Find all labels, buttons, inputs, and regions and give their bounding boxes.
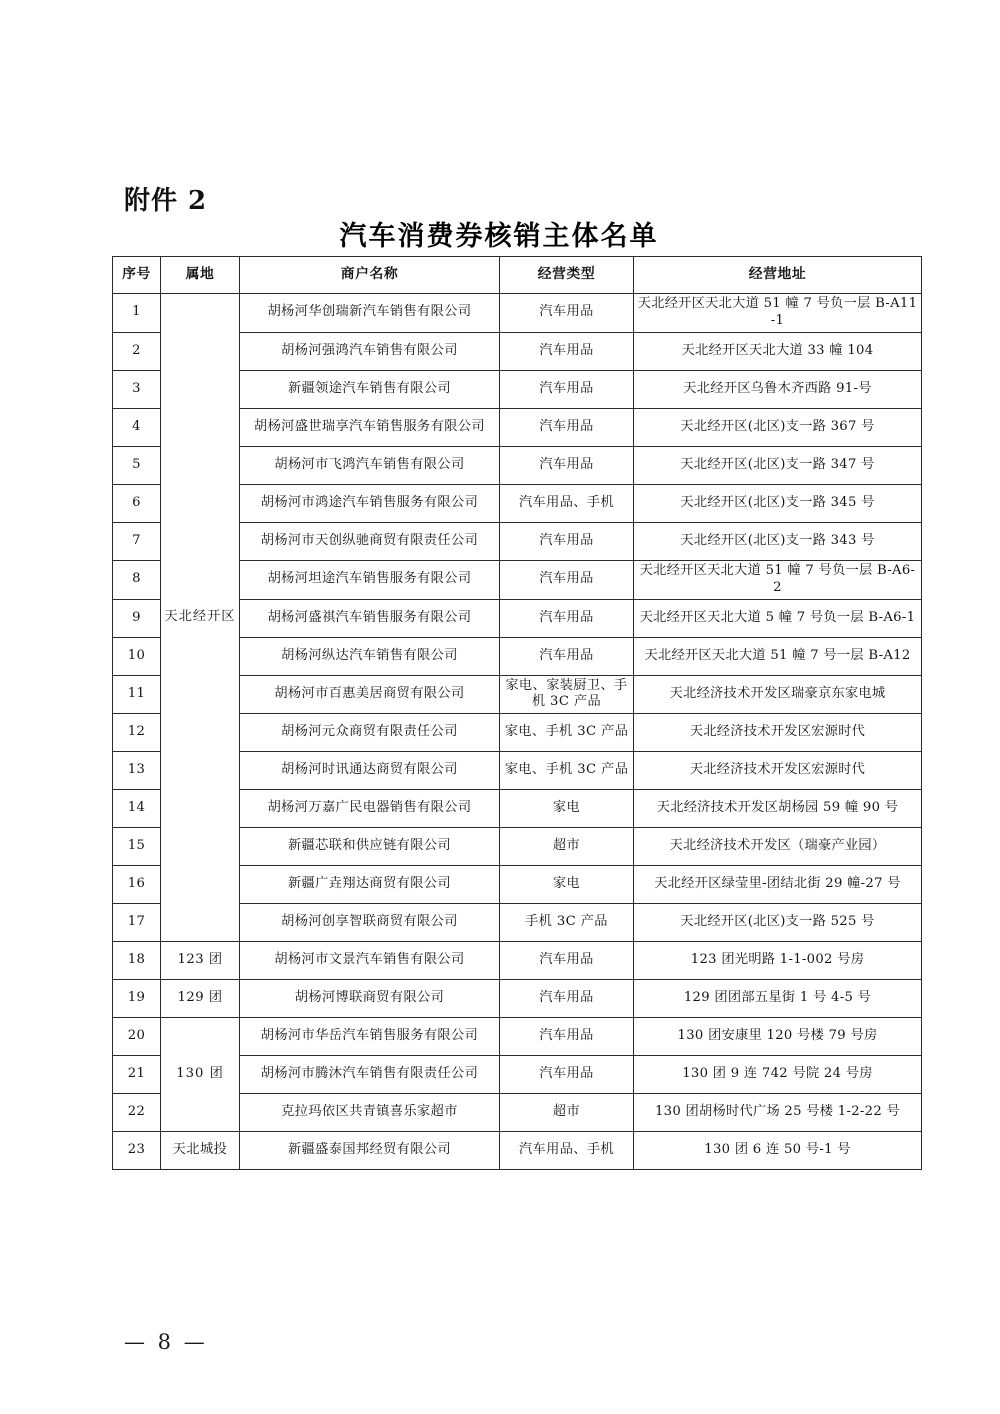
table-body [113, 294, 922, 1170]
cell-business-type: 汽车用品 [500, 446, 634, 484]
cell-index: 19 [113, 980, 161, 1018]
cell-index: 22 [113, 1094, 161, 1132]
cell-merchant-name: 胡杨河市文景汽车销售有限公司 [240, 942, 500, 980]
cell-index: 14 [113, 790, 161, 828]
cell-index: 9 [113, 599, 161, 637]
cell-zone: 130 团 [161, 1018, 240, 1132]
table-row [113, 942, 922, 980]
cell-business-type: 汽车用品 [500, 599, 634, 637]
cell-index: 20 [113, 1018, 161, 1056]
cell-business-type: 汽车用品 [500, 332, 634, 370]
column-header-type: 经营类型 [500, 257, 634, 294]
cell-merchant-name: 胡杨河市飞鸿汽车销售有限公司 [240, 446, 500, 484]
cell-business-type: 汽车用品 [500, 637, 634, 675]
cell-business-address: 天北经济技术开发区宏源时代 [634, 752, 922, 790]
cell-merchant-name: 胡杨河市华岳汽车销售服务有限公司 [240, 1018, 500, 1056]
cell-business-address: 天北经开区乌鲁木齐西路 91-号 [634, 370, 922, 408]
cell-business-type: 汽车用品 [500, 522, 634, 560]
cell-index: 12 [113, 714, 161, 752]
cell-index: 4 [113, 408, 161, 446]
cell-merchant-name: 胡杨河盛祺汽车销售服务有限公司 [240, 599, 500, 637]
cell-merchant-name: 胡杨河元众商贸有限责任公司 [240, 714, 500, 752]
cell-business-type: 家电 [500, 866, 634, 904]
cell-business-type: 汽车用品 [500, 942, 634, 980]
cell-merchant-name: 胡杨河强鸿汽车销售有限公司 [240, 332, 500, 370]
cell-business-type: 汽车用品 [500, 1056, 634, 1094]
cell-business-type: 超市 [500, 828, 634, 866]
cell-business-type: 汽车用品 [500, 560, 634, 599]
cell-business-type: 汽车用品 [500, 294, 634, 333]
column-header-index: 序号 [113, 257, 161, 294]
cell-business-address: 130 团胡杨时代广场 25 号楼 1-2-22 号 [634, 1094, 922, 1132]
cell-index: 13 [113, 752, 161, 790]
cell-business-type: 手机 3C 产品 [500, 904, 634, 942]
cell-index: 8 [113, 560, 161, 599]
cell-business-address: 天北经济技术开发区瑞豪京东家电城 [634, 675, 922, 714]
cell-index: 1 [113, 294, 161, 333]
cell-business-address: 天北经开区天北大道 5 幢 7 号负一层 B-A6-1 [634, 599, 922, 637]
cell-business-address: 130 团安康里 120 号楼 79 号房 [634, 1018, 922, 1056]
cell-business-address: 天北经开区(北区)支一路 345 号 [634, 484, 922, 522]
page-title: 汽车消费券核销主体名单 [339, 221, 659, 252]
cell-business-type: 家电、家装厨卫、手机 3C 产品 [500, 675, 634, 714]
cell-index: 10 [113, 637, 161, 675]
cell-merchant-name: 胡杨河纵达汽车销售有限公司 [240, 637, 500, 675]
cell-index: 6 [113, 484, 161, 522]
cell-merchant-name: 新疆芯联和供应链有限公司 [240, 828, 500, 866]
cell-merchant-name: 胡杨河创享智联商贸有限公司 [240, 904, 500, 942]
cell-business-address: 129 团团部五星街 1 号 4-5 号 [634, 980, 922, 1018]
cell-business-address: 天北经济技术开发区胡杨园 59 幢 90 号 [634, 790, 922, 828]
cell-business-address: 天北经开区(北区)支一路 343 号 [634, 522, 922, 560]
cell-business-address: 天北经开区天北大道 51 幢 7 号负一层 B-A6-2 [634, 560, 922, 599]
cell-merchant-name: 胡杨河市百惠美居商贸有限公司 [240, 675, 500, 714]
cell-index: 7 [113, 522, 161, 560]
table-row [113, 1018, 922, 1056]
cell-business-type: 汽车用品 [500, 370, 634, 408]
cell-business-type: 超市 [500, 1094, 634, 1132]
cell-index: 2 [113, 332, 161, 370]
cell-merchant-name: 胡杨河博联商贸有限公司 [240, 980, 500, 1018]
table-row [113, 1132, 922, 1170]
cell-merchant-name: 克拉玛依区共青镇喜乐家超市 [240, 1094, 500, 1132]
cell-business-type: 汽车用品、手机 [500, 484, 634, 522]
cell-business-type: 家电 [500, 790, 634, 828]
cell-index: 11 [113, 675, 161, 714]
cell-merchant-name: 新疆领途汽车销售有限公司 [240, 370, 500, 408]
column-header-address: 经营地址 [634, 257, 922, 294]
cell-merchant-name: 胡杨河盛世瑞享汽车销售服务有限公司 [240, 408, 500, 446]
cell-index: 5 [113, 446, 161, 484]
cell-merchant-name: 胡杨河万嘉广民电器销售有限公司 [240, 790, 500, 828]
cell-business-address: 天北经开区绿莹里-团结北街 29 幢-27 号 [634, 866, 922, 904]
merchant-listing-table [112, 256, 922, 1170]
cell-business-type: 汽车用品、手机 [500, 1132, 634, 1170]
table-row [113, 294, 922, 333]
cell-business-address: 130 团 9 连 742 号院 24 号房 [634, 1056, 922, 1094]
cell-merchant-name: 胡杨河华创瑞新汽车销售有限公司 [240, 294, 500, 333]
cell-business-type: 汽车用品 [500, 408, 634, 446]
table-header [113, 257, 922, 294]
cell-index: 15 [113, 828, 161, 866]
table-header-row [113, 257, 922, 294]
cell-merchant-name: 新疆盛泰国邦经贸有限公司 [240, 1132, 500, 1170]
cell-zone: 123 团 [161, 942, 240, 980]
cell-business-address: 123 团光明路 1-1-002 号房 [634, 942, 922, 980]
cell-merchant-name: 胡杨河市鸿途汽车销售服务有限公司 [240, 484, 500, 522]
cell-merchant-name: 胡杨河时讯通达商贸有限公司 [240, 752, 500, 790]
cell-business-type: 家电、手机 3C 产品 [500, 752, 634, 790]
cell-business-address: 天北经开区天北大道 51 幢 7 号一层 B-A12 [634, 637, 922, 675]
cell-index: 16 [113, 866, 161, 904]
column-header-name: 商户名称 [240, 257, 500, 294]
cell-index: 23 [113, 1132, 161, 1170]
cell-business-address: 天北经济技术开发区宏源时代 [634, 714, 922, 752]
cell-business-address: 天北经开区天北大道 33 幢 104 [634, 332, 922, 370]
cell-zone: 129 团 [161, 980, 240, 1018]
column-header-zone: 属地 [161, 257, 240, 294]
cell-index: 18 [113, 942, 161, 980]
cell-business-address: 天北经开区(北区)支一路 367 号 [634, 408, 922, 446]
cell-business-address: 天北经开区天北大道 51 幢 7 号负一层 B-A11-1 [634, 294, 922, 333]
cell-merchant-name: 胡杨河坦途汽车销售服务有限公司 [240, 560, 500, 599]
cell-business-address: 天北经济技术开发区（瑞豪产业园） [634, 828, 922, 866]
cell-merchant-name: 胡杨河市腾沐汽车销售有限责任公司 [240, 1056, 500, 1094]
cell-business-address: 130 团 6 连 50 号-1 号 [634, 1132, 922, 1170]
cell-zone: 天北城投 [161, 1132, 240, 1170]
cell-merchant-name: 新疆广垚翔达商贸有限公司 [240, 866, 500, 904]
cell-index: 17 [113, 904, 161, 942]
table-row [113, 980, 922, 1018]
cell-business-type: 汽车用品 [500, 1018, 634, 1056]
cell-business-address: 天北经开区(北区)支一路 347 号 [634, 446, 922, 484]
cell-index: 3 [113, 370, 161, 408]
page-number-footer: — 8 — [124, 1330, 208, 1354]
cell-business-address: 天北经开区(北区)支一路 525 号 [634, 904, 922, 942]
attachment-label: 附件 2 [124, 186, 208, 216]
cell-zone: 天北经开区 [161, 294, 240, 942]
cell-business-type: 汽车用品 [500, 980, 634, 1018]
cell-merchant-name: 胡杨河市天创纵驰商贸有限责任公司 [240, 522, 500, 560]
cell-index: 21 [113, 1056, 161, 1094]
cell-business-type: 家电、手机 3C 产品 [500, 714, 634, 752]
table-container [112, 256, 918, 1170]
